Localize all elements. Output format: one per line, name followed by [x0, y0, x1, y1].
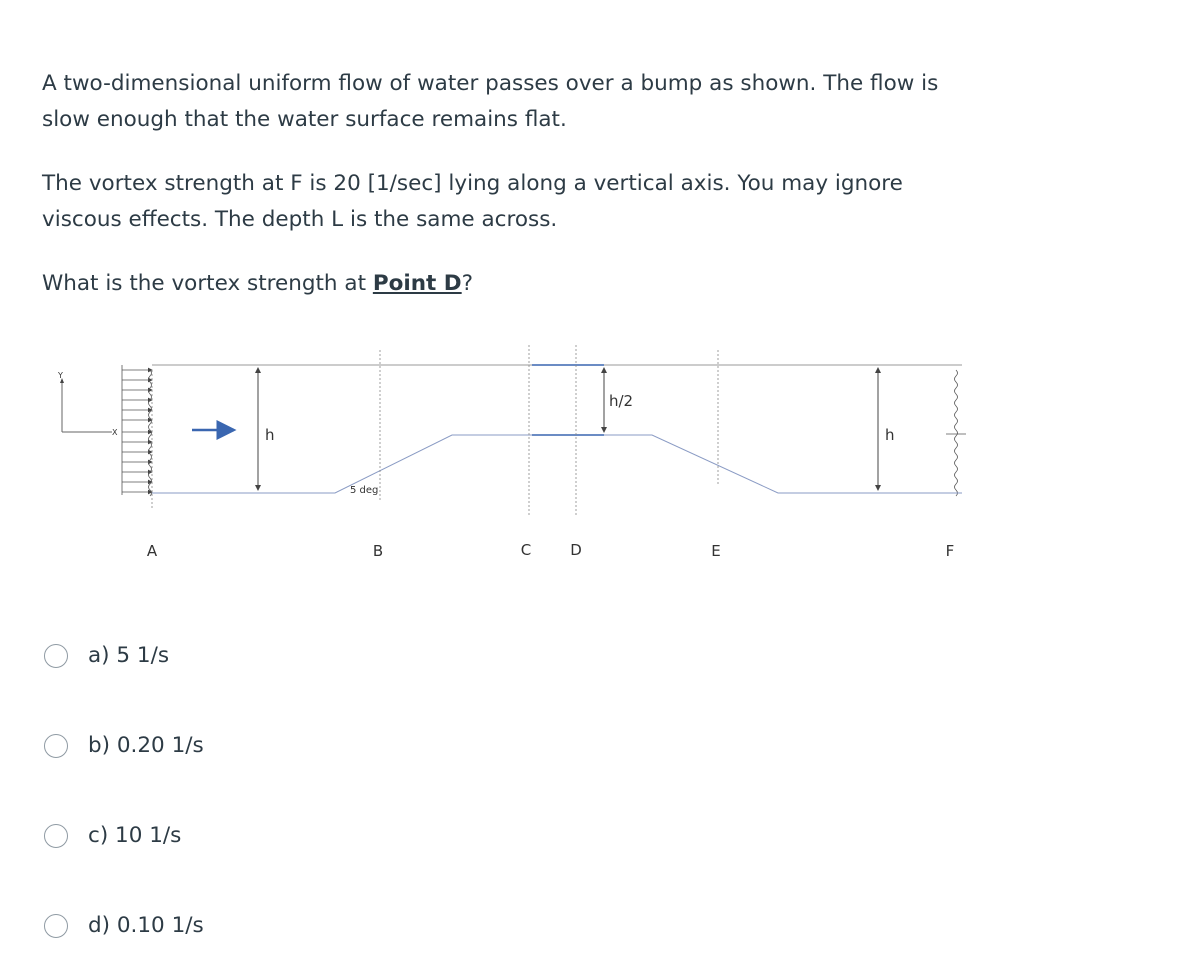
option-label: a) 5 1/s	[88, 643, 170, 668]
option-label: b) 0.20 1/s	[88, 733, 204, 758]
radio-button-icon[interactable]	[44, 824, 68, 848]
point-label-b: B	[372, 542, 384, 560]
prompt-prefix: What is the vortex strength at	[42, 271, 373, 296]
station-lines	[152, 345, 718, 515]
point-label-c: C	[520, 541, 532, 559]
radio-button-icon[interactable]	[44, 644, 68, 668]
answer-option-b[interactable]	[44, 733, 204, 758]
option-label: d) 0.10 1/s	[88, 913, 204, 938]
answer-option-c[interactable]	[44, 823, 181, 848]
point-label-a: A	[146, 542, 158, 560]
label-h-left: h	[265, 426, 275, 444]
point-label-d: D	[570, 541, 582, 559]
question-line: A two-dimensional uniform flow of water passes over a bump as shown. The flow is	[42, 71, 939, 96]
radio-button-icon[interactable]	[44, 734, 68, 758]
flow-diagram	[0, 340, 1000, 580]
vortex-marking-left	[149, 370, 152, 496]
answer-option-d[interactable]	[44, 913, 204, 938]
prompt-point: Point D	[372, 271, 462, 296]
label-h-right: h	[885, 426, 895, 444]
question-line: The vortex strength at F is 20 [1/sec] lying along a vertical axis. You may ignore	[42, 171, 903, 196]
radio-button-icon[interactable]	[44, 914, 68, 938]
label-h-half: h/2	[609, 392, 634, 410]
option-label: c) 10 1/s	[88, 823, 182, 848]
point-label-e: E	[711, 542, 721, 560]
axis-y-label: Y	[58, 371, 63, 380]
vortex-marking-right	[955, 370, 958, 496]
inflow-profile	[122, 365, 152, 495]
question-paragraph-1	[42, 66, 1042, 138]
question-line: slow enough that the water surface remains flat.	[42, 107, 567, 132]
prompt-suffix: ?	[461, 271, 474, 296]
point-label-f: F	[945, 542, 955, 560]
coordinate-axes	[57, 371, 118, 437]
question-line: viscous effects. The depth L is the same across.	[42, 207, 558, 232]
label-angle: 5 deg	[350, 485, 379, 496]
question-paragraph-2	[42, 166, 1042, 238]
question-prompt	[42, 266, 1042, 302]
axis-x-label: X	[112, 428, 118, 437]
answer-option-a[interactable]	[44, 643, 169, 668]
